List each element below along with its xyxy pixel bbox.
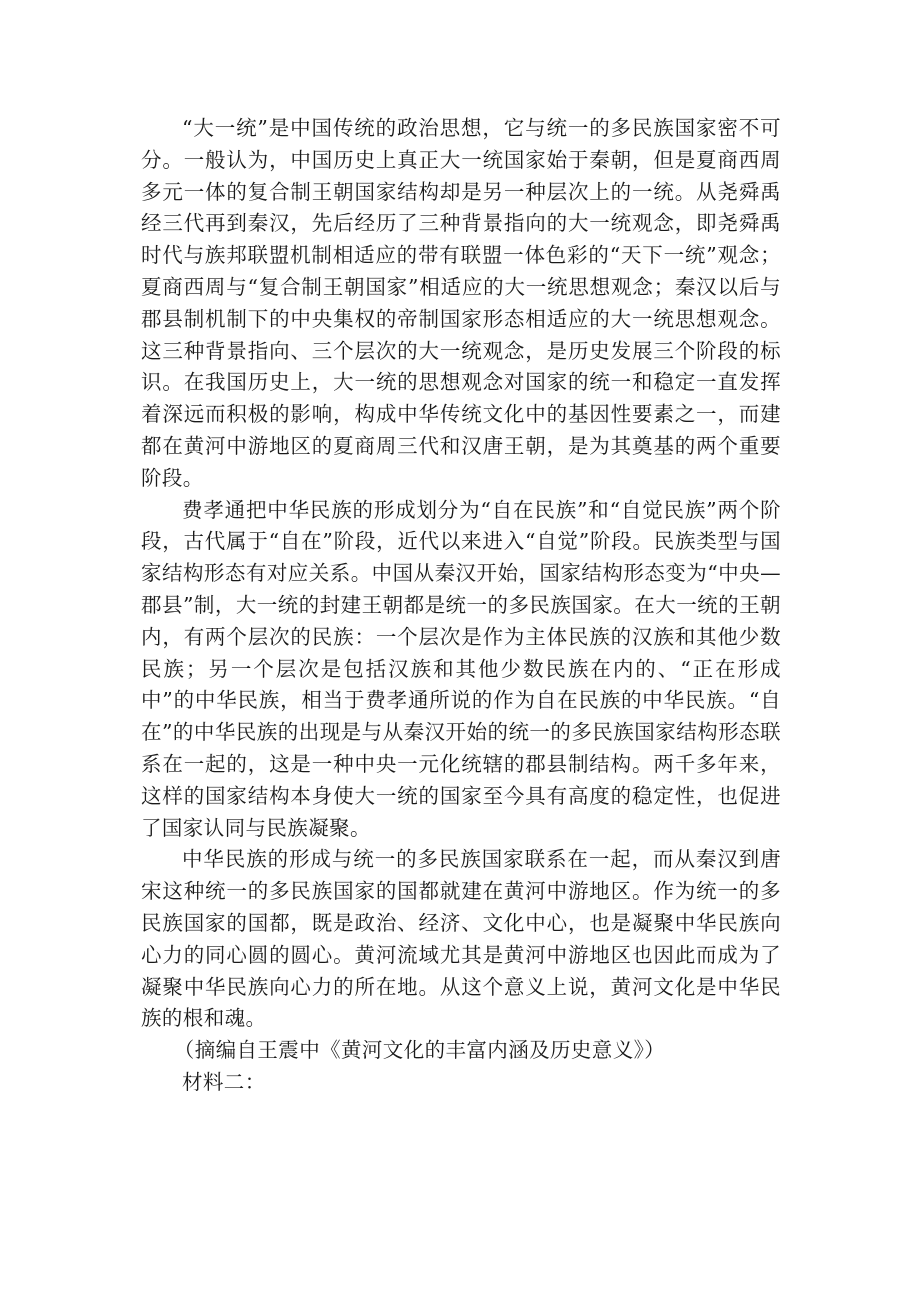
paragraph-2: 费孝通把中华民族的形成划分为“自在民族”和“自觉民族”两个阶段，古代属于“自在”阶段，近代以来进入“自觉”阶段。民族类型与国家结构形态有对应关系。中国从秦汉开始，国家结构形态变为“中央—郡县”制，大一统的封建王朝都是统一的多民族国家。在大一统的王朝内，有两个层次的民族：一个层次是作为主体民族的汉族和其他少数民族；另一个层次是包括汉族和其他少数民族在内的、“正在形成中”的中华民族，相当于费孝通所说的作为自在民族的中华民族。“自在”的中华民族的出现是与从秦汉开始的统一的多民族国家结构形态联系在一起的，这是一种中央一元化统辖的郡县制结构。两千多年来，这样的国家结构本身使大一统的国家至今具有高度的稳定性，也促进了国家认同与民族凝聚。 [141,497,781,840]
source-citation: （摘编自王震中《黄河文化的丰富内涵及历史意义》） [173,1038,666,1063]
material-two-label: 材料二： [182,1069,266,1094]
document-body [141,113,781,1099]
paragraph-3: 中华民族的形成与统一的多民族国家联系在一起，而从秦汉到唐宋这种统一的多民族国家的国都就建在黄河中游地区。作为统一的多民族国家的国都，既是政治、经济、文化中心，也是凝聚中华民族向心力的同心圆的圆心。黄河流域尤其是黄河中游地区也因此而成为了凝聚中华民族向心力的所在地。从这个意义上说，黄河文化是中华民族的根和魂。 [141,847,781,1031]
paragraph-1: “大一统”是中国传统的政治思想，它与统一的多民族国家密不可分。一般认为，中国历史上真正大一统国家始于秦朝，但是夏商西周多元一体的复合制王朝国家结构却是另一种层次上的一统。从尧舜禹经三代再到秦汉，先后经历了三种背景指向的大一统观念，即尧舜禹时代与族邦联盟机制相适应的带有联盟一体色彩的“天下一统”观念；夏商西周与“复合制王朝国家”相适应的大一统思想观念；秦汉以后与郡县制机制下的中央集权的帝制国家形态相适应的大一统思想观念。这三种背景指向、三个层次的大一统观念，是历史发展三个阶段的标识。在我国历史上，大一统的思想观念对国家的统一和稳定一直发挥着深远而积极的影响，构成中华传统文化中的基因性要素之一，而建都在黄河中游地区的夏商周三代和汉唐王朝，是为其奠基的两个重要阶段。 [141,116,781,490]
